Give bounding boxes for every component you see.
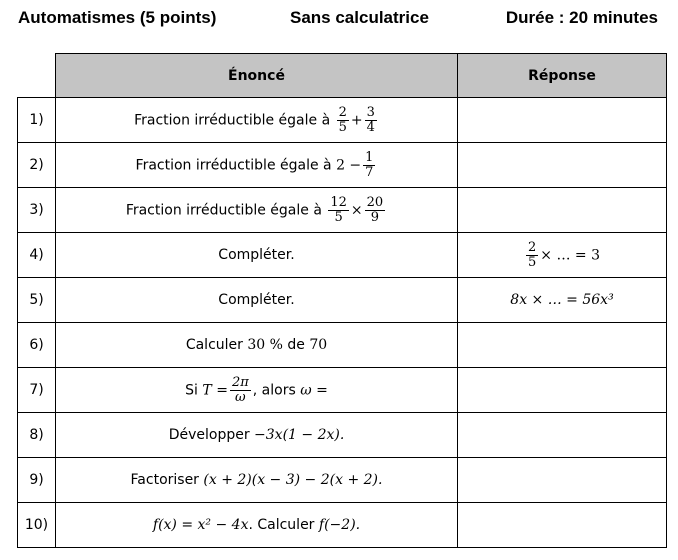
math-term: T =: [202, 382, 228, 398]
answer-cell[interactable]: [458, 188, 667, 233]
fraction-denominator: 4: [366, 119, 375, 135]
answer-cell[interactable]: [458, 368, 667, 413]
statement-text: Fraction irréductible égale à: [135, 157, 337, 173]
math-term: 2 −: [336, 157, 362, 173]
question-statement: [56, 458, 458, 503]
fraction-numerator: 12: [330, 194, 347, 210]
statement-text: Fraction irréductible égale à: [134, 112, 335, 128]
statement-text: . Calculer: [248, 517, 319, 533]
question-number: 7): [18, 368, 56, 413]
statement-text: Fraction irréductible égale à: [125, 202, 327, 218]
statement-text: , alors: [252, 382, 301, 398]
fraction-numerator: 2: [528, 239, 537, 255]
question-statement: Compléter.: [56, 278, 458, 323]
header-answer: Réponse: [458, 54, 667, 98]
table-row: [18, 413, 667, 458]
table-row: [18, 98, 667, 143]
fraction: [337, 106, 349, 135]
fraction: [363, 151, 375, 180]
table-row: [18, 233, 667, 278]
fraction-numerator: 3: [366, 104, 375, 120]
table-row: [18, 368, 667, 413]
fraction-denominator: 7: [365, 164, 374, 180]
question-statement: [56, 98, 458, 143]
math-term: (x + 2)(x − 3) − 2(x + 2).: [203, 472, 383, 488]
fraction-denominator: ω: [235, 389, 246, 405]
fraction-numerator: 1: [365, 149, 374, 165]
duration-note: Durée : 20 minutes: [505, 8, 658, 27]
question-statement: [56, 368, 458, 413]
math-term: f(−2).: [318, 517, 361, 533]
fraction-numerator: 2π: [231, 374, 249, 390]
question-statement: [56, 143, 458, 188]
answer-cell[interactable]: [458, 458, 667, 503]
statement-text: Factoriser: [130, 472, 204, 488]
math-term: 30 %: [247, 337, 283, 353]
fraction-numerator: 20: [366, 194, 384, 210]
fraction: [365, 196, 386, 225]
math-term: ω =: [300, 382, 328, 398]
fraction-denominator: 5: [528, 254, 537, 270]
answer-cell[interactable]: [458, 98, 667, 143]
header-blank-cell: [18, 54, 56, 98]
automatismes-table: [17, 53, 667, 548]
table-row: [18, 188, 667, 233]
question-number: 1): [18, 98, 56, 143]
exercise-title: Automatismes (5 points): [18, 8, 217, 27]
header-statement: Énoncé: [56, 54, 458, 98]
fraction-denominator: 5: [338, 119, 347, 135]
question-number: 2): [18, 143, 56, 188]
table-row: [18, 323, 667, 368]
operator: ×: [350, 202, 363, 218]
question-number: 6): [18, 323, 56, 368]
question-number: 3): [18, 188, 56, 233]
math-term: −3x(1 − 2x).: [254, 427, 345, 443]
calculator-note: Sans calculatrice: [290, 8, 429, 27]
fraction-denominator: 5: [334, 209, 343, 225]
question-number: 4): [18, 233, 56, 278]
answer-equation: × … = 3: [540, 247, 600, 263]
fraction: [365, 106, 377, 135]
operator: +: [350, 112, 363, 128]
fraction-denominator: 9: [370, 209, 380, 225]
answer-cell[interactable]: [458, 278, 667, 323]
question-statement: [56, 323, 458, 368]
question-statement: [56, 188, 458, 233]
question-number: 5): [18, 278, 56, 323]
answer-cell[interactable]: [458, 143, 667, 188]
fraction: [230, 376, 251, 405]
math-term: f(x) = x² − 4x: [152, 517, 249, 533]
table-row: [18, 458, 667, 503]
answer-cell[interactable]: [458, 413, 667, 458]
question-statement: Compléter.: [56, 233, 458, 278]
statement-text: Si: [185, 382, 203, 398]
question-number: 9): [18, 458, 56, 503]
answer-cell[interactable]: [458, 233, 667, 278]
table-row: [18, 143, 667, 188]
fraction-numerator: 2: [338, 104, 347, 120]
statement-text: Développer: [168, 427, 255, 443]
statement-text: de: [282, 337, 310, 353]
question-statement: [56, 503, 458, 548]
table-header-row: [18, 54, 667, 98]
question-number: 8): [18, 413, 56, 458]
answer-cell[interactable]: [458, 503, 667, 548]
fraction: [328, 196, 349, 225]
answer-cell[interactable]: [458, 323, 667, 368]
answer-equation: 8x × … = 56x³: [510, 292, 614, 308]
statement-text: Calculer: [185, 337, 248, 353]
question-number: 10): [18, 503, 56, 548]
question-statement: [56, 413, 458, 458]
math-term: 70: [309, 337, 328, 353]
table-row: [18, 503, 667, 548]
page-header: [18, 8, 668, 32]
fraction: [526, 241, 538, 270]
table-row: [18, 278, 667, 323]
